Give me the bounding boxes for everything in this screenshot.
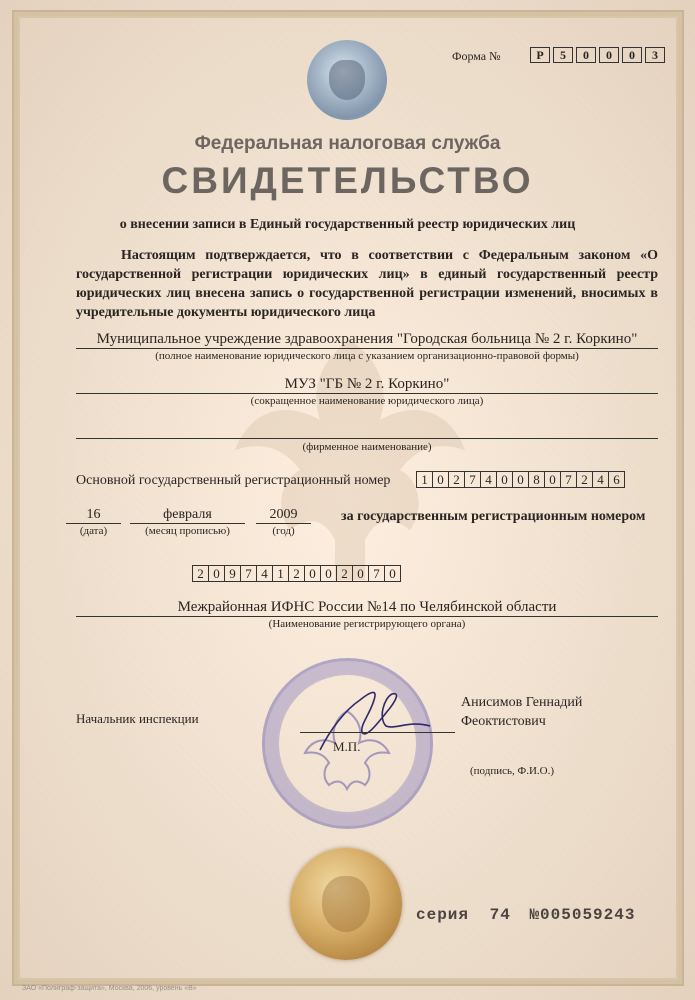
short-name-caption: (сокращенное наименование юридического лица) (250, 395, 484, 407)
ogrn-digit: 7 (464, 471, 481, 488)
hologram-emblem (307, 40, 387, 120)
serial-number (416, 906, 635, 924)
stamp-place-label: М.П. (333, 739, 361, 754)
ogrn-digit: 0 (512, 471, 529, 488)
form-code-digit: Р (530, 47, 550, 63)
document-title: СВИДЕТЕЛЬСТВО (161, 160, 534, 201)
full-name-value: Муниципальное учреждение здравоохранения "Городская больница № 2 г. Коркино" (96, 331, 638, 347)
registration-number-digit: 0 (320, 565, 337, 582)
ogrn-digit: 4 (592, 471, 609, 488)
date-month-line (130, 523, 245, 524)
signature-caption: (подпись, Ф.И.О.) (470, 765, 554, 777)
serial-label: серия (416, 906, 470, 924)
ogrn-digit: 0 (432, 471, 449, 488)
date-day-caption: (дата) (79, 525, 108, 537)
date-month-caption: (месяц прописью) (145, 525, 230, 537)
registration-number-digit: 0 (304, 565, 321, 582)
full-name-line (76, 348, 658, 349)
registration-number-boxes (192, 565, 400, 582)
confirmation-text: Настоящим подтверждается, что в соответствии с Федеральным законом «О государственной регистрации юридических лиц» в единый государственный реестр юридических лиц внесена запись о государственной регистрации изменений, вносимых в учредительные документы юридического лица (76, 248, 658, 320)
confirmation-paragraph (76, 246, 658, 322)
issuer-name: Федеральная налоговая служба (194, 133, 501, 154)
ogrn-digit: 0 (496, 471, 513, 488)
document-subtitle: о внесении записи в Единый государственный реестр юридических лиц (119, 217, 576, 232)
registration-number-digit: 4 (256, 565, 273, 582)
authority-value: Межрайонная ИФНС России №14 по Челябинской области (177, 599, 557, 615)
ogrn-digit: 2 (448, 471, 465, 488)
ogrn-digit: 6 (608, 471, 625, 488)
form-code-digit: 5 (553, 47, 573, 63)
ogrn-digit: 2 (576, 471, 593, 488)
form-code-digit: 0 (599, 47, 619, 63)
registration-number-digit: 9 (224, 565, 241, 582)
full-name-caption: (полное наименование юридического лица с указанием организационно-правовой формы) (155, 350, 579, 362)
date-month: февраля (163, 507, 212, 522)
ogrn-label: Основной государственный регистрационный номер (76, 473, 391, 488)
brand-name-caption: (фирменное наименование) (302, 441, 432, 453)
ogrn-digit: 0 (544, 471, 561, 488)
registration-number-digit: 1 (272, 565, 289, 582)
form-label: Форма № (452, 49, 501, 63)
signer-name-line1: Анисимов Геннадий (461, 695, 583, 710)
hologram-eagle-icon (329, 60, 365, 100)
registration-number-digit: 0 (352, 565, 369, 582)
brand-name-line (76, 438, 658, 439)
form-code-digit: 0 (622, 47, 642, 63)
form-code-boxes (530, 47, 668, 63)
serial-number-value: №005059243 (529, 906, 636, 924)
date-year: 2009 (269, 507, 298, 522)
registration-number-digit: 7 (368, 565, 385, 582)
ogrn-boxes (416, 471, 624, 488)
signer-name-line2: Феоктистович (461, 714, 546, 729)
form-code-digit: 0 (576, 47, 596, 63)
ogrn-digit: 8 (528, 471, 545, 488)
printer-footer: ЗАО «Полиграф-защита», Москва, 2006, уровень «В» (22, 985, 197, 992)
gold-seal (290, 848, 402, 960)
signer-name (461, 693, 582, 731)
handwritten-signature (300, 670, 440, 760)
serial-series: 74 (489, 906, 511, 924)
signature-line (300, 732, 455, 733)
authority-line (76, 616, 658, 617)
registration-number-digit: 2 (336, 565, 353, 582)
background-eagle-watermark (225, 320, 475, 600)
registration-number-digit: 7 (240, 565, 257, 582)
ogrn-digit: 1 (416, 471, 433, 488)
signer-position: Начальник инспекции (76, 711, 199, 726)
ogrn-digit: 7 (560, 471, 577, 488)
short-name-value: МУЗ "ГБ № 2 г. Коркино" (284, 376, 450, 392)
registration-number-digit: 0 (384, 565, 401, 582)
authority-caption: (Наименование регистрирующего органа) (268, 618, 466, 630)
short-name-line (76, 393, 658, 394)
date-day-line (66, 523, 121, 524)
ogrn-digit: 4 (480, 471, 497, 488)
date-year-line (256, 523, 311, 524)
date-day: 16 (86, 507, 101, 522)
registration-number-digit: 2 (288, 565, 305, 582)
registration-number-label: за государственным регистрационным номером (341, 509, 646, 524)
registration-number-digit: 2 (192, 565, 209, 582)
form-code-digit: 3 (645, 47, 665, 63)
date-year-caption: (год) (272, 525, 295, 537)
registration-number-digit: 0 (208, 565, 225, 582)
seal-eagle-icon (322, 876, 370, 932)
